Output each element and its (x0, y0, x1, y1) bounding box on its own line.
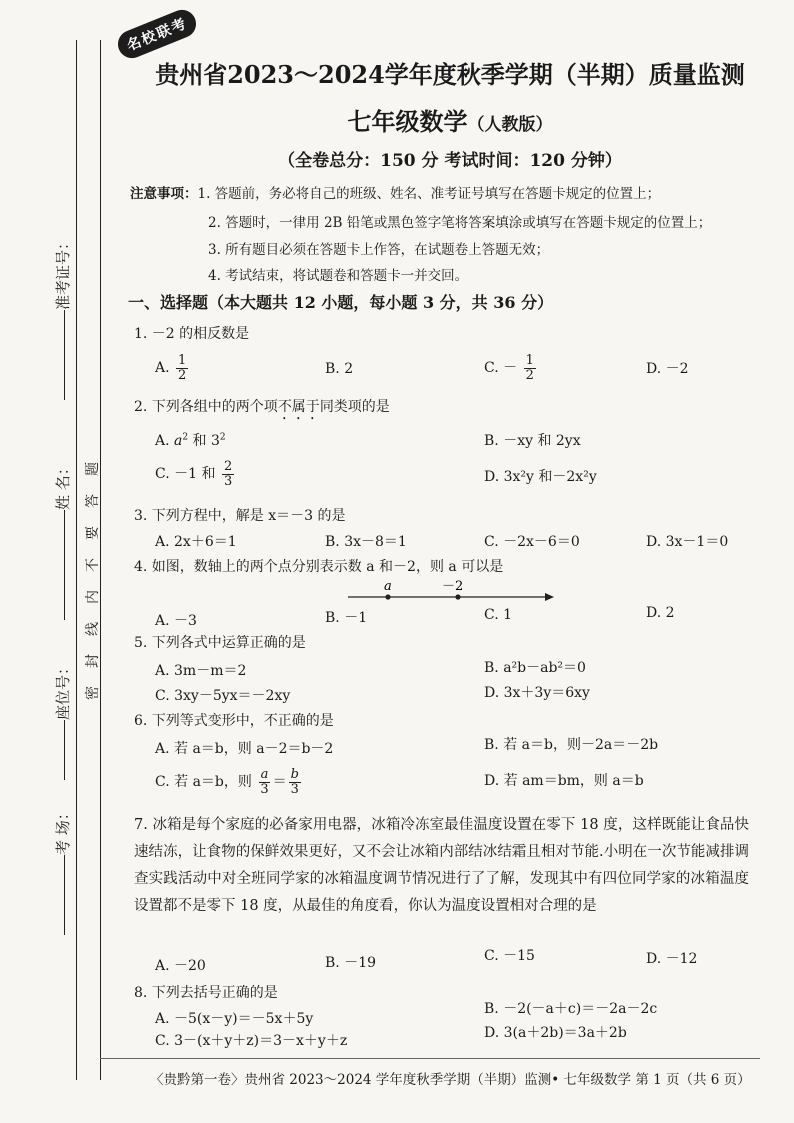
q3-option-c: C. －2x－6＝0 (484, 534, 580, 550)
q5-stem: 5. 下列各式中运算正确的是 (134, 635, 306, 651)
page-footer: 〈贵黔第一卷〉贵州省 2023～2024 学年度秋季学期（半期）监测• 七年级数学 第 1 页（共 6 页） (150, 1072, 751, 1088)
q8-option-b: B. －2(－a＋c)＝－2a－2c (484, 1001, 658, 1017)
q2-option-b: B. －xy 和 2yx (484, 433, 581, 449)
section-1-heading: 一、选择题（本大题共 12 小题，每小题 3 分，共 36 分） (128, 293, 554, 312)
q5-option-d: D. 3x＋3y＝6xy (484, 685, 590, 701)
joint-exam-stamp: 名校联考 (114, 6, 201, 63)
note-3: 3. 所有题目必须在答题卡上作答，在试题卷上答题无效； (208, 242, 550, 258)
q7-option-d: D. －12 (646, 951, 698, 967)
binding-line-outer (76, 40, 77, 1080)
q3-option-b: B. 3x－8＝1 (325, 534, 407, 550)
q4-option-d: D. 2 (646, 605, 675, 621)
q4-option-c: C. 1 (484, 607, 513, 623)
q3-option-d: D. 3x－1＝0 (646, 534, 729, 550)
q5-option-a: A. 3m－m＝2 (155, 663, 247, 679)
q8-option-a: A. －5(x－y)＝－5x＋5y (155, 1011, 314, 1027)
axis-arrow (545, 593, 554, 601)
q7-option-c: C. －15 (484, 948, 535, 964)
point-a (385, 594, 390, 599)
exam-title: 贵州省2023～2024学年度秋季学期（半期）质量监测 (155, 60, 745, 89)
note-1: 注意事项：1. 答题前，务必将自己的班级、姓名、准考证号填写在答题卡规定的位置上； (130, 186, 661, 202)
q6-option-d: D. 若 am＝bm，则 a＝b (484, 773, 644, 789)
exam-info: （全卷总分：150 分 考试时间：120 分钟） (278, 151, 622, 171)
seat-field: 座位号： (52, 660, 73, 780)
q3-stem: 3. 下列方程中，解是 x＝－3 的是 (134, 508, 346, 524)
q2-option-a: A. $a^2$ 和 $3^2$ (155, 432, 226, 449)
q6-stem: 6. 下列等式变形中，不正确的是 (134, 713, 334, 729)
label-minus-2: －2 (442, 579, 464, 594)
name-field: 姓 名： (52, 460, 73, 620)
q5-option-c: C. 3xy－5yx＝－2xy (155, 688, 291, 704)
fraction: $\frac{b}{3}$ (290, 767, 299, 797)
q6-option-b: B. 若 a＝b，则－2a＝－2b (484, 737, 659, 753)
q1-option-c: C. － $\frac{1}{2}$ (484, 353, 534, 383)
q7-stem: 7. 冰箱是每个家庭的必备家用电器，冰箱冷冻室最佳温度设置在零下 18 度，这样既能让食品快速结冻，让食物的保鲜效果更好，又不会让冰箱内部结冰结霜且相对节能.小明在一次节能减排调查实践活动中对全班同学家的冰箱温度调节情况进行了了解，发现其中有四位同学家的冰箱温度设置都不是零下 18 度，从最佳的角度看，你认为温度设置相对合理的是 (134, 817, 749, 914)
note-4: 4. 考试结束，将试题卷和答题卡一并交回。 (208, 268, 469, 284)
q8-option-d: D. 3(a＋2b)＝3a＋2b (484, 1025, 627, 1041)
subject-title: 七年级数学（人教版） (347, 107, 553, 136)
fraction: $\frac{1}{2}$ (525, 353, 534, 383)
q1-option-d: D. －2 (646, 361, 689, 377)
fraction: $\frac{1}{2}$ (178, 353, 187, 383)
label-a: a (384, 579, 392, 594)
number-line (340, 577, 560, 607)
q1-option-b: B. 2 (325, 361, 354, 377)
room-field: 考 场： (52, 805, 73, 935)
q2-option-c: C. －1 和 $\frac{2}{3}$ (155, 459, 233, 489)
q1-stem: 1. －2 的相反数是 (134, 326, 250, 342)
q7-option-b: B. －19 (325, 955, 377, 971)
seal-line-text: 密封线内不要答题 (85, 444, 101, 700)
exam-id-field: 准考证号： (52, 235, 73, 400)
q5-option-b: B. a²b－ab²＝0 (484, 660, 586, 676)
q8-stem: 8. 下列去括号正确的是 (134, 985, 278, 1001)
q2-option-d: D. 3x²y 和－2x²y (484, 469, 597, 485)
footer-rule (100, 1058, 760, 1059)
note-2: 2. 答题时，一律用 2B 铅笔或黑色签字笔将答案填涂或填写在答题卡规定的位置上； (208, 215, 712, 231)
q1-option-a: A. $\frac{1}{2}$ (155, 353, 187, 383)
q8-option-c: C. 3－(x＋y＋z)＝3－x＋y＋z (155, 1033, 348, 1049)
q2-stem: 2. 下列各组中的两个项不属于同类项的是 (134, 399, 390, 415)
q7-option-a: A. －20 (155, 958, 206, 974)
point-minus-2 (455, 594, 460, 599)
q6-option-c: C. 若 a＝b，则 $\frac{a}{3}$ ＝ $\frac{b}{3}$ (155, 767, 299, 797)
fraction: $\frac{a}{3}$ (260, 767, 269, 797)
q4-stem: 4. 如图，数轴上的两个点分别表示数 a 和－2，则 a 可以是 (134, 559, 504, 575)
q6-option-a: A. 若 a＝b，则 a－2＝b－2 (155, 741, 334, 757)
fraction: $\frac{2}{3}$ (223, 459, 233, 489)
q3-option-a: A. 2x＋6＝1 (155, 534, 237, 550)
q4-option-b: B. －1 (325, 610, 368, 626)
q4-option-a: A. －3 (155, 613, 197, 629)
